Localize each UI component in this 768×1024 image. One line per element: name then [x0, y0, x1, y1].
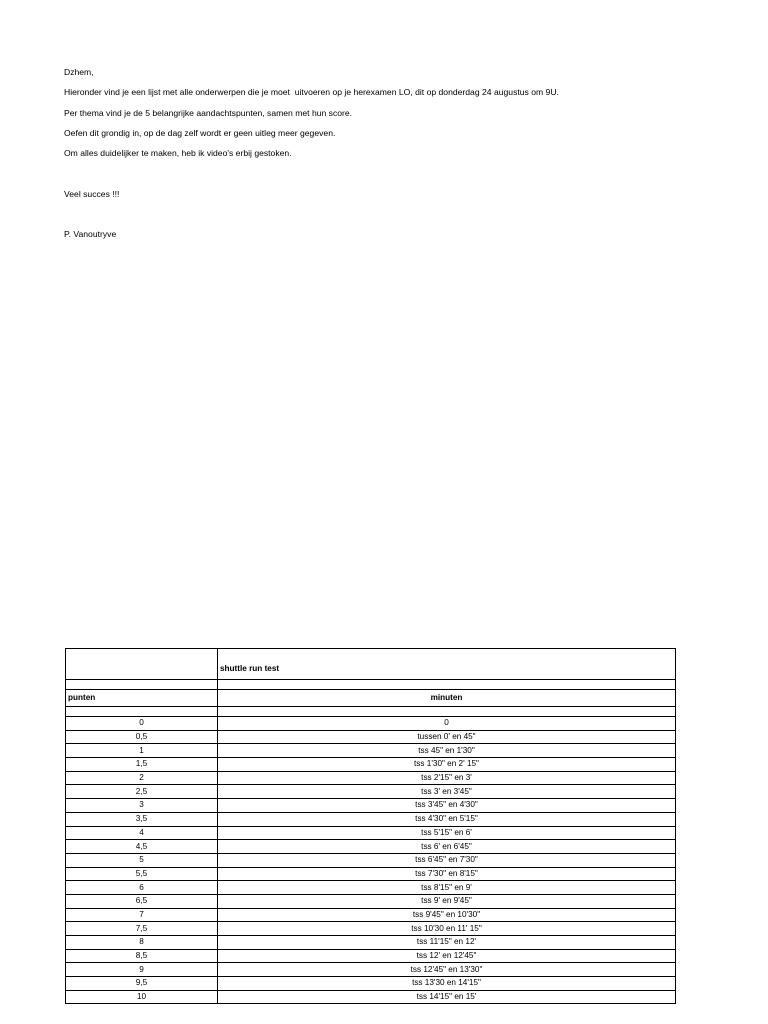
- table-row: [66, 881, 676, 895]
- time-cell: tussen 0' en 45": [218, 730, 676, 744]
- table-row: [66, 867, 676, 881]
- table-row: [66, 840, 676, 854]
- time-cell: tss 7'30" en 8'15": [218, 867, 676, 881]
- table-row: [66, 949, 676, 963]
- letter-body: [64, 62, 724, 245]
- time-cell: tss 14'15" en 15': [218, 990, 676, 1004]
- table-row: [66, 744, 676, 758]
- table-cell: [66, 649, 218, 680]
- points-cell: 1: [66, 744, 218, 758]
- letter-line-2: Per thema vind je de 5 belangrijke aandachtspunten, samen met hun score.: [64, 107, 353, 118]
- time-cell: tss 12'45" en 13'30": [218, 963, 676, 977]
- table-title: shuttle run test: [218, 649, 676, 680]
- time-cell: tss 3'45" en 4'30": [218, 799, 676, 813]
- time-cell: tss 45" en 1'30": [218, 744, 676, 758]
- column-header-minuten: minuten: [218, 690, 676, 707]
- time-cell: tss 9' en 9'45": [218, 894, 676, 908]
- points-cell: 6: [66, 881, 218, 895]
- time-cell: tss 13'30 en 14'15": [218, 977, 676, 991]
- spacer: [64, 163, 724, 183]
- points-cell: 2: [66, 771, 218, 785]
- letter-line-1: Hieronder vind je een lijst met alle onderwerpen die je moet uitvoeren op je herexamen LO, dit op donderdag 24 augustus om 9U.: [64, 87, 559, 98]
- table-row: [66, 812, 676, 826]
- points-cell: 5,5: [66, 867, 218, 881]
- points-cell: 5: [66, 853, 218, 867]
- time-cell: tss 2'15" en 3': [218, 771, 676, 785]
- points-cell: 6,5: [66, 894, 218, 908]
- time-cell: 0: [218, 717, 676, 731]
- letter-line-4: Om alles duidelijker te maken, heb ik video's erbij gestoken.: [64, 148, 292, 159]
- points-cell: 7,5: [66, 922, 218, 936]
- time-cell: tss 1'30" en 2' 15": [218, 758, 676, 772]
- table-row: [66, 785, 676, 799]
- table-blank-row: [66, 680, 676, 690]
- points-cell: 9,5: [66, 977, 218, 991]
- table-row: [66, 977, 676, 991]
- greeting: Dzhem,: [64, 67, 94, 77]
- table-row: [66, 963, 676, 977]
- table-row: [66, 894, 676, 908]
- letter-line-3: Oefen dit grondig in, op de dag zelf wordt er geen uitleg meer gegeven.: [64, 127, 336, 138]
- points-cell: 3: [66, 799, 218, 813]
- table-blank-row: [66, 707, 676, 717]
- signature: P. Vanoutryve: [64, 229, 117, 240]
- table-row: [66, 922, 676, 936]
- table-row: [66, 730, 676, 744]
- points-cell: 0: [66, 717, 218, 731]
- time-cell: tss 12' en 12'45": [218, 949, 676, 963]
- table-header-row: [66, 690, 676, 707]
- table-cell: [66, 707, 218, 717]
- time-cell: tss 11'15" en 12': [218, 936, 676, 950]
- column-header-punten: punten: [66, 690, 218, 707]
- table-row: [66, 717, 676, 731]
- table-row: [66, 758, 676, 772]
- points-cell: 7: [66, 908, 218, 922]
- time-cell: tss 3' en 3'45": [218, 785, 676, 799]
- time-cell: tss 8'15" en 9': [218, 881, 676, 895]
- points-cell: 1,5: [66, 758, 218, 772]
- table-row: [66, 771, 676, 785]
- points-cell: 3,5: [66, 812, 218, 826]
- time-cell: tss 6'45" en 7'30": [218, 853, 676, 867]
- spacer: [64, 204, 724, 224]
- points-cell: 9: [66, 963, 218, 977]
- table-row: [66, 853, 676, 867]
- table-row: [66, 936, 676, 950]
- time-cell: tss 4'30" en 5'15": [218, 812, 676, 826]
- time-cell: tss 10'30 en 11' 15": [218, 922, 676, 936]
- table-row: [66, 799, 676, 813]
- table-cell: [66, 680, 218, 690]
- time-cell: tss 5'15" en 6': [218, 826, 676, 840]
- time-cell: tss 9'45" en 10'30": [218, 908, 676, 922]
- points-cell: 4: [66, 826, 218, 840]
- table-row: [66, 826, 676, 840]
- table-row: [66, 990, 676, 1004]
- shuttle-run-table: [65, 648, 676, 1004]
- points-cell: 8: [66, 936, 218, 950]
- table-row: [66, 908, 676, 922]
- table-cell: [218, 707, 676, 717]
- points-cell: 10: [66, 990, 218, 1004]
- points-cell: 2,5: [66, 785, 218, 799]
- time-cell: tss 6' en 6'45": [218, 840, 676, 854]
- points-cell: 4,5: [66, 840, 218, 854]
- table-title-row: [66, 649, 676, 680]
- points-cell: 0,5: [66, 730, 218, 744]
- closing: Veel succes !!!: [64, 188, 120, 199]
- points-cell: 8,5: [66, 949, 218, 963]
- table-cell: [218, 680, 676, 690]
